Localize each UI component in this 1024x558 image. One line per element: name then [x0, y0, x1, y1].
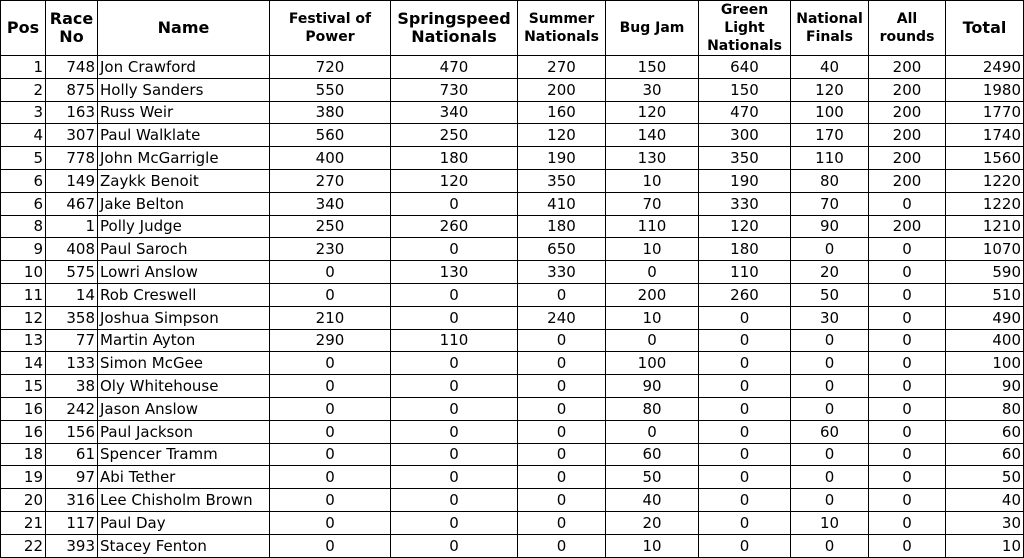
- cell-name: Jason Anslow: [98, 397, 270, 420]
- header-bug-jam: Bug Jam: [606, 1, 699, 56]
- cell-name: Joshua Simpson: [98, 306, 270, 329]
- header-national-finals: National Finals: [791, 1, 869, 56]
- table-row: [1, 215, 1024, 238]
- cell-summer-nationals: 0: [518, 443, 606, 466]
- table-row: [1, 78, 1024, 101]
- cell-national-finals: 0: [791, 238, 869, 261]
- cell-bug-jam: 10: [606, 534, 699, 557]
- cell-name: Spencer Tramm: [98, 443, 270, 466]
- cell-name: Paul Saroch: [98, 238, 270, 261]
- cell-festival-of-power: 0: [270, 375, 391, 398]
- cell-festival-of-power: 380: [270, 101, 391, 124]
- cell-bug-jam: 0: [606, 329, 699, 352]
- cell-pos: 11: [1, 283, 46, 306]
- cell-all-rounds: 0: [869, 511, 946, 534]
- cell-total: 2490: [946, 56, 1024, 79]
- table-body: [1, 56, 1024, 558]
- table-row: [1, 238, 1024, 261]
- cell-festival-of-power: 230: [270, 238, 391, 261]
- cell-race-no: 97: [46, 466, 98, 489]
- cell-total: 490: [946, 306, 1024, 329]
- cell-total: 100: [946, 352, 1024, 375]
- cell-national-finals: 10: [791, 511, 869, 534]
- cell-name: Rob Creswell: [98, 283, 270, 306]
- cell-summer-nationals: 0: [518, 466, 606, 489]
- cell-national-finals: 0: [791, 352, 869, 375]
- cell-national-finals: 0: [791, 397, 869, 420]
- cell-race-no: 575: [46, 261, 98, 284]
- header-pos: Pos: [1, 1, 46, 56]
- cell-summer-nationals: 0: [518, 375, 606, 398]
- cell-bug-jam: 100: [606, 352, 699, 375]
- cell-national-finals: 120: [791, 78, 869, 101]
- cell-springspeed-nationals: 180: [391, 147, 518, 170]
- cell-festival-of-power: 250: [270, 215, 391, 238]
- cell-pos: 16: [1, 397, 46, 420]
- cell-national-finals: 0: [791, 489, 869, 512]
- cell-race-no: 163: [46, 101, 98, 124]
- header-festival-of-power: Festival of Power: [270, 1, 391, 56]
- cell-bug-jam: 20: [606, 511, 699, 534]
- cell-summer-nationals: 240: [518, 306, 606, 329]
- cell-national-finals: 0: [791, 375, 869, 398]
- cell-race-no: 242: [46, 397, 98, 420]
- cell-festival-of-power: 0: [270, 534, 391, 557]
- cell-springspeed-nationals: 110: [391, 329, 518, 352]
- cell-bug-jam: 10: [606, 238, 699, 261]
- cell-festival-of-power: 560: [270, 124, 391, 147]
- header-all-rounds: All rounds: [869, 1, 946, 56]
- cell-total: 60: [946, 420, 1024, 443]
- cell-green-light-nationals: 0: [699, 329, 791, 352]
- cell-springspeed-nationals: 340: [391, 101, 518, 124]
- cell-pos: 3: [1, 101, 46, 124]
- cell-bug-jam: 70: [606, 192, 699, 215]
- cell-green-light-nationals: 110: [699, 261, 791, 284]
- cell-total: 510: [946, 283, 1024, 306]
- cell-festival-of-power: 720: [270, 56, 391, 79]
- cell-race-no: 1: [46, 215, 98, 238]
- table-row: [1, 489, 1024, 512]
- cell-pos: 13: [1, 329, 46, 352]
- cell-green-light-nationals: 260: [699, 283, 791, 306]
- cell-total: 1770: [946, 101, 1024, 124]
- table-row: [1, 511, 1024, 534]
- cell-race-no: 307: [46, 124, 98, 147]
- cell-name: Jon Crawford: [98, 56, 270, 79]
- cell-green-light-nationals: 0: [699, 489, 791, 512]
- cell-springspeed-nationals: 0: [391, 283, 518, 306]
- table-row: [1, 56, 1024, 79]
- cell-name: John McGarrigle: [98, 147, 270, 170]
- cell-bug-jam: 0: [606, 261, 699, 284]
- cell-race-no: 316: [46, 489, 98, 512]
- cell-name: Lowri Anslow: [98, 261, 270, 284]
- cell-festival-of-power: 270: [270, 169, 391, 192]
- cell-bug-jam: 120: [606, 101, 699, 124]
- cell-green-light-nationals: 0: [699, 466, 791, 489]
- cell-bug-jam: 140: [606, 124, 699, 147]
- cell-national-finals: 60: [791, 420, 869, 443]
- cell-all-rounds: 0: [869, 306, 946, 329]
- cell-all-rounds: 200: [869, 78, 946, 101]
- header-summer-nationals: Summer Nationals: [518, 1, 606, 56]
- cell-total: 1980: [946, 78, 1024, 101]
- cell-green-light-nationals: 0: [699, 443, 791, 466]
- cell-race-no: 117: [46, 511, 98, 534]
- cell-summer-nationals: 0: [518, 283, 606, 306]
- cell-race-no: 61: [46, 443, 98, 466]
- cell-national-finals: 170: [791, 124, 869, 147]
- cell-all-rounds: 0: [869, 489, 946, 512]
- cell-name: Holly Sanders: [98, 78, 270, 101]
- cell-summer-nationals: 0: [518, 511, 606, 534]
- table-row: [1, 397, 1024, 420]
- cell-pos: 22: [1, 534, 46, 557]
- cell-pos: 19: [1, 466, 46, 489]
- table-row: [1, 261, 1024, 284]
- cell-summer-nationals: 0: [518, 489, 606, 512]
- header-row: [1, 1, 1024, 56]
- cell-festival-of-power: 0: [270, 466, 391, 489]
- cell-total: 30: [946, 511, 1024, 534]
- cell-summer-nationals: 0: [518, 352, 606, 375]
- cell-total: 1560: [946, 147, 1024, 170]
- cell-summer-nationals: 0: [518, 329, 606, 352]
- cell-all-rounds: 200: [869, 169, 946, 192]
- cell-total: 1220: [946, 192, 1024, 215]
- cell-all-rounds: 0: [869, 329, 946, 352]
- table-row: [1, 443, 1024, 466]
- cell-pos: 2: [1, 78, 46, 101]
- cell-all-rounds: 0: [869, 192, 946, 215]
- cell-festival-of-power: 550: [270, 78, 391, 101]
- cell-national-finals: 50: [791, 283, 869, 306]
- cell-pos: 10: [1, 261, 46, 284]
- cell-national-finals: 80: [791, 169, 869, 192]
- cell-name: Stacey Fenton: [98, 534, 270, 557]
- cell-springspeed-nationals: 250: [391, 124, 518, 147]
- cell-green-light-nationals: 0: [699, 420, 791, 443]
- cell-springspeed-nationals: 0: [391, 534, 518, 557]
- cell-summer-nationals: 180: [518, 215, 606, 238]
- cell-total: 40: [946, 489, 1024, 512]
- cell-springspeed-nationals: 0: [391, 397, 518, 420]
- cell-green-light-nationals: 180: [699, 238, 791, 261]
- table-row: [1, 375, 1024, 398]
- cell-festival-of-power: 210: [270, 306, 391, 329]
- cell-all-rounds: 200: [869, 56, 946, 79]
- cell-springspeed-nationals: 470: [391, 56, 518, 79]
- cell-festival-of-power: 290: [270, 329, 391, 352]
- cell-total: 1210: [946, 215, 1024, 238]
- cell-total: 590: [946, 261, 1024, 284]
- cell-summer-nationals: 0: [518, 534, 606, 557]
- cell-summer-nationals: 160: [518, 101, 606, 124]
- header-total: Total: [946, 1, 1024, 56]
- cell-name: Paul Walklate: [98, 124, 270, 147]
- table-row: [1, 329, 1024, 352]
- cell-green-light-nationals: 0: [699, 352, 791, 375]
- table-row: [1, 169, 1024, 192]
- cell-name: Russ Weir: [98, 101, 270, 124]
- cell-race-no: 14: [46, 283, 98, 306]
- table-row: [1, 466, 1024, 489]
- cell-green-light-nationals: 0: [699, 306, 791, 329]
- cell-green-light-nationals: 0: [699, 511, 791, 534]
- cell-national-finals: 90: [791, 215, 869, 238]
- cell-race-no: 875: [46, 78, 98, 101]
- cell-bug-jam: 80: [606, 397, 699, 420]
- cell-summer-nationals: 330: [518, 261, 606, 284]
- cell-pos: 9: [1, 238, 46, 261]
- cell-name: Paul Jackson: [98, 420, 270, 443]
- cell-race-no: 748: [46, 56, 98, 79]
- cell-all-rounds: 0: [869, 238, 946, 261]
- cell-name: Polly Judge: [98, 215, 270, 238]
- cell-all-rounds: 0: [869, 397, 946, 420]
- cell-springspeed-nationals: 0: [391, 511, 518, 534]
- cell-summer-nationals: 120: [518, 124, 606, 147]
- table-row: [1, 124, 1024, 147]
- cell-name: Simon McGee: [98, 352, 270, 375]
- header-springspeed-nationals: Springspeed Nationals: [391, 1, 518, 56]
- cell-national-finals: 0: [791, 443, 869, 466]
- cell-total: 90: [946, 375, 1024, 398]
- cell-all-rounds: 0: [869, 261, 946, 284]
- cell-national-finals: 0: [791, 329, 869, 352]
- cell-pos: 21: [1, 511, 46, 534]
- table-row: [1, 283, 1024, 306]
- cell-national-finals: 30: [791, 306, 869, 329]
- cell-national-finals: 40: [791, 56, 869, 79]
- cell-race-no: 38: [46, 375, 98, 398]
- cell-festival-of-power: 0: [270, 352, 391, 375]
- table-row: [1, 101, 1024, 124]
- cell-green-light-nationals: 350: [699, 147, 791, 170]
- cell-name: Jake Belton: [98, 192, 270, 215]
- cell-name: Paul Day: [98, 511, 270, 534]
- cell-summer-nationals: 350: [518, 169, 606, 192]
- cell-green-light-nationals: 0: [699, 397, 791, 420]
- cell-bug-jam: 50: [606, 466, 699, 489]
- cell-name: Lee Chisholm Brown: [98, 489, 270, 512]
- cell-pos: 6: [1, 169, 46, 192]
- cell-pos: 8: [1, 215, 46, 238]
- cell-race-no: 467: [46, 192, 98, 215]
- cell-name: Oly Whitehouse: [98, 375, 270, 398]
- cell-bug-jam: 200: [606, 283, 699, 306]
- cell-national-finals: 0: [791, 466, 869, 489]
- cell-festival-of-power: 340: [270, 192, 391, 215]
- cell-springspeed-nationals: 0: [391, 352, 518, 375]
- cell-race-no: 393: [46, 534, 98, 557]
- cell-all-rounds: 0: [869, 466, 946, 489]
- cell-name: Zaykk Benoit: [98, 169, 270, 192]
- cell-national-finals: 110: [791, 147, 869, 170]
- cell-name: Martin Ayton: [98, 329, 270, 352]
- cell-bug-jam: 10: [606, 169, 699, 192]
- cell-all-rounds: 0: [869, 534, 946, 557]
- header-name: Name: [98, 1, 270, 56]
- cell-summer-nationals: 0: [518, 420, 606, 443]
- cell-race-no: 358: [46, 306, 98, 329]
- cell-pos: 1: [1, 56, 46, 79]
- cell-festival-of-power: 0: [270, 283, 391, 306]
- cell-pos: 6: [1, 192, 46, 215]
- cell-summer-nationals: 200: [518, 78, 606, 101]
- cell-all-rounds: 200: [869, 101, 946, 124]
- cell-summer-nationals: 190: [518, 147, 606, 170]
- cell-bug-jam: 40: [606, 489, 699, 512]
- cell-green-light-nationals: 150: [699, 78, 791, 101]
- cell-bug-jam: 30: [606, 78, 699, 101]
- cell-festival-of-power: 0: [270, 511, 391, 534]
- cell-green-light-nationals: 330: [699, 192, 791, 215]
- cell-all-rounds: 200: [869, 124, 946, 147]
- cell-green-light-nationals: 470: [699, 101, 791, 124]
- cell-springspeed-nationals: 730: [391, 78, 518, 101]
- cell-springspeed-nationals: 260: [391, 215, 518, 238]
- cell-race-no: 149: [46, 169, 98, 192]
- cell-total: 60: [946, 443, 1024, 466]
- cell-race-no: 77: [46, 329, 98, 352]
- cell-springspeed-nationals: 0: [391, 443, 518, 466]
- cell-festival-of-power: 0: [270, 397, 391, 420]
- cell-green-light-nationals: 0: [699, 375, 791, 398]
- cell-festival-of-power: 0: [270, 420, 391, 443]
- table-row: [1, 534, 1024, 557]
- cell-race-no: 408: [46, 238, 98, 261]
- cell-springspeed-nationals: 0: [391, 238, 518, 261]
- table-row: [1, 147, 1024, 170]
- cell-name: Abi Tether: [98, 466, 270, 489]
- cell-festival-of-power: 0: [270, 489, 391, 512]
- cell-festival-of-power: 0: [270, 261, 391, 284]
- cell-summer-nationals: 0: [518, 397, 606, 420]
- table-row: [1, 306, 1024, 329]
- cell-all-rounds: 0: [869, 375, 946, 398]
- cell-green-light-nationals: 190: [699, 169, 791, 192]
- table-row: [1, 352, 1024, 375]
- cell-total: 1220: [946, 169, 1024, 192]
- cell-green-light-nationals: 640: [699, 56, 791, 79]
- cell-springspeed-nationals: 0: [391, 489, 518, 512]
- cell-pos: 5: [1, 147, 46, 170]
- cell-total: 1740: [946, 124, 1024, 147]
- cell-summer-nationals: 270: [518, 56, 606, 79]
- cell-national-finals: 100: [791, 101, 869, 124]
- cell-springspeed-nationals: 130: [391, 261, 518, 284]
- cell-summer-nationals: 410: [518, 192, 606, 215]
- cell-pos: 12: [1, 306, 46, 329]
- cell-race-no: 133: [46, 352, 98, 375]
- cell-all-rounds: 200: [869, 147, 946, 170]
- cell-total: 80: [946, 397, 1024, 420]
- cell-all-rounds: 0: [869, 352, 946, 375]
- cell-pos: 15: [1, 375, 46, 398]
- cell-pos: 18: [1, 443, 46, 466]
- cell-springspeed-nationals: 0: [391, 420, 518, 443]
- cell-green-light-nationals: 300: [699, 124, 791, 147]
- cell-green-light-nationals: 0: [699, 534, 791, 557]
- cell-pos: 20: [1, 489, 46, 512]
- cell-national-finals: 70: [791, 192, 869, 215]
- table-row: [1, 420, 1024, 443]
- cell-total: 400: [946, 329, 1024, 352]
- cell-race-no: 778: [46, 147, 98, 170]
- cell-springspeed-nationals: 0: [391, 466, 518, 489]
- cell-springspeed-nationals: 120: [391, 169, 518, 192]
- cell-all-rounds: 0: [869, 283, 946, 306]
- cell-national-finals: 20: [791, 261, 869, 284]
- cell-bug-jam: 60: [606, 443, 699, 466]
- cell-festival-of-power: 400: [270, 147, 391, 170]
- cell-pos: 16: [1, 420, 46, 443]
- cell-pos: 4: [1, 124, 46, 147]
- cell-pos: 14: [1, 352, 46, 375]
- cell-bug-jam: 130: [606, 147, 699, 170]
- cell-green-light-nationals: 120: [699, 215, 791, 238]
- cell-national-finals: 0: [791, 534, 869, 557]
- header-race-no: Race No: [46, 1, 98, 56]
- cell-summer-nationals: 650: [518, 238, 606, 261]
- cell-bug-jam: 0: [606, 420, 699, 443]
- cell-springspeed-nationals: 0: [391, 306, 518, 329]
- cell-bug-jam: 150: [606, 56, 699, 79]
- cell-total: 1070: [946, 238, 1024, 261]
- cell-springspeed-nationals: 0: [391, 192, 518, 215]
- cell-race-no: 156: [46, 420, 98, 443]
- cell-bug-jam: 110: [606, 215, 699, 238]
- cell-all-rounds: 0: [869, 420, 946, 443]
- cell-bug-jam: 10: [606, 306, 699, 329]
- cell-total: 50: [946, 466, 1024, 489]
- table-row: [1, 192, 1024, 215]
- header-green-light-nationals: Green Light Nationals: [699, 1, 791, 56]
- cell-springspeed-nationals: 0: [391, 375, 518, 398]
- cell-festival-of-power: 0: [270, 443, 391, 466]
- cell-total: 10: [946, 534, 1024, 557]
- cell-all-rounds: 200: [869, 215, 946, 238]
- cell-all-rounds: 0: [869, 443, 946, 466]
- cell-bug-jam: 90: [606, 375, 699, 398]
